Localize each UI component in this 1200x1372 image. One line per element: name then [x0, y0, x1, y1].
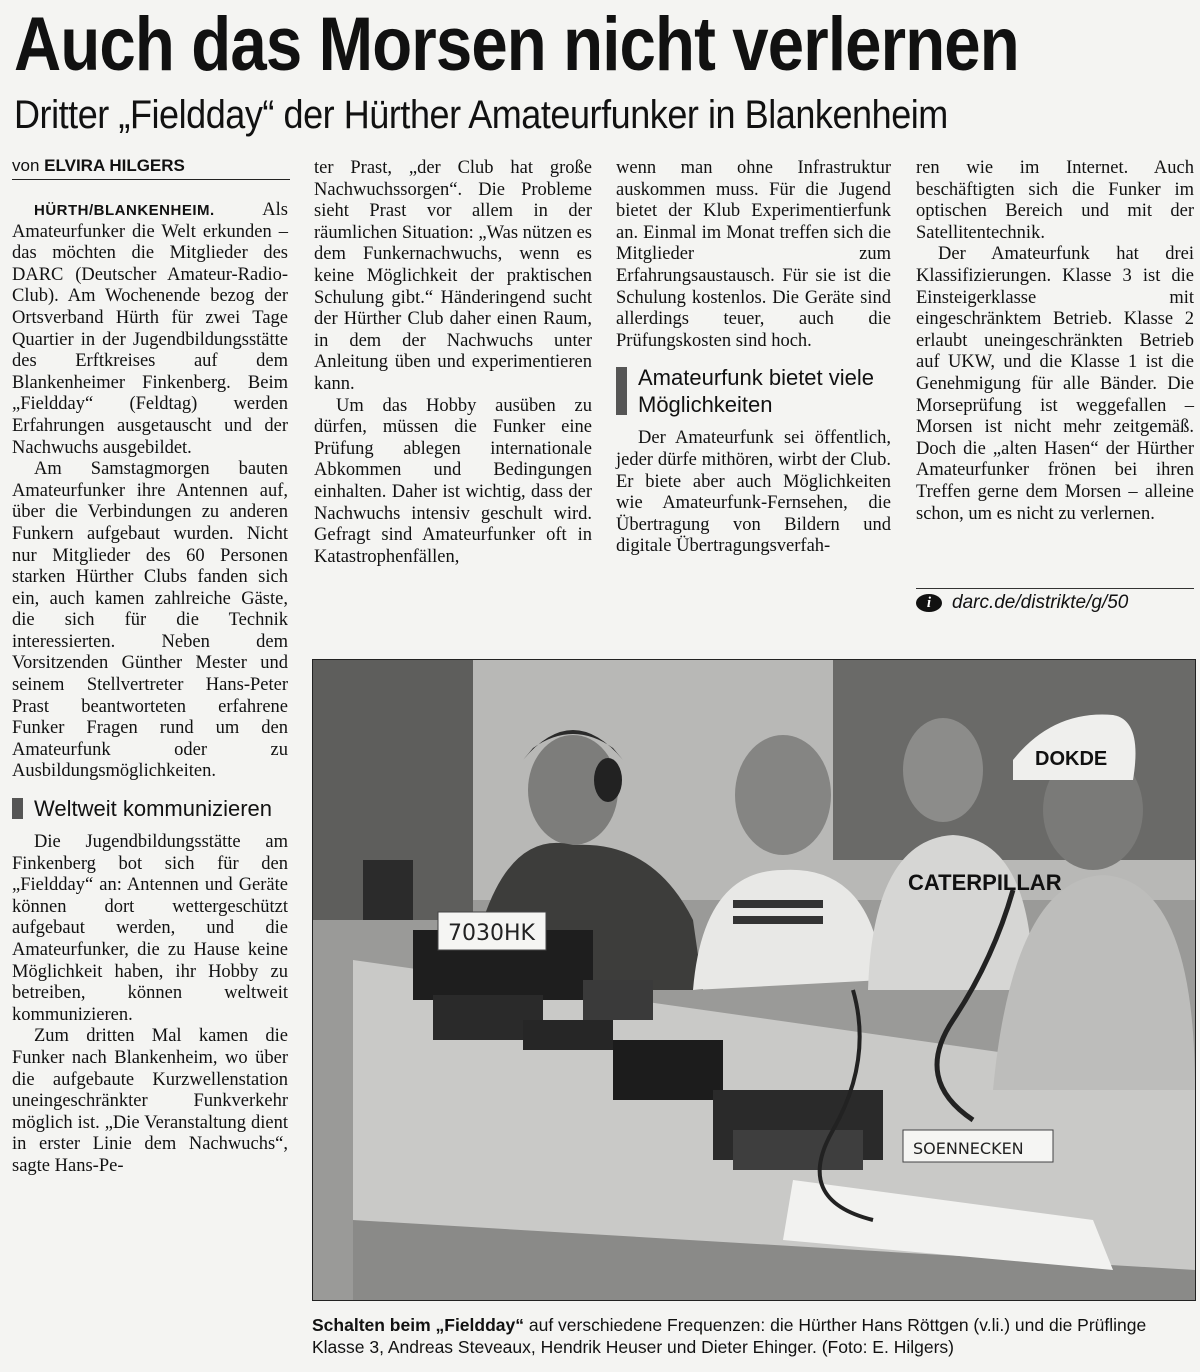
subheading-weltweit — [12, 795, 288, 822]
paragraph: Der Amateurfunk hat drei Klassifizierungen. Klasse 3 ist die Einsteigerklasse mit eingeschränktem Betrieb. Klasse 2 erlaubt uneingeschränkten Betrieb auf UKW, und die Klasse 1 ist die Genehmigung für alle Bänder. Die Morseprüfung ist weggefallen – Morsen ist nicht mehr zeitgemäß. Doch die „alten Hasen“ der Hürther Amateurfunker frönen bei ihren Treffen gerne dem Morsen – alleine schon, um es nicht zu verlernen. — [916, 244, 1194, 524]
subheading-bar — [616, 367, 627, 415]
shirt-text: CATERPILLAR — [908, 870, 1062, 895]
column-1 — [12, 200, 288, 1178]
paragraph-text: Als Amateurfunker die Welt erkunden – das möchten die Mitglieder des DARC (Deutscher Amateur-Radio-Club). Am Wochenende bezog der Ortsverband Hürth für zwei Tage Quartier in der Jugendbildungsstätte des Erftkreises auf dem Blankenheimer Finkenberg. Beim „Fieldday“ (Feldtag) werden Erfahrungen ausgetauscht und der Nachwuchs ausgebildet. — [12, 200, 288, 458]
subheadline: Dritter „Fieldday“ der Hürther Amateurfunker in Blankenheim — [14, 93, 948, 137]
callsign-sign: 7030HK — [448, 921, 535, 946]
paragraph: Um das Hobby ausüben zu dürfen, müssen die Funker eine Prüfung ablegen internationale Abkommen und Bedingungen einhalten. Daher ist wichtig, dass der Nachwuchs intensiv geschult wird. Gefragt sind Amateurfunker oft in Katastrophenfällen, — [314, 395, 592, 567]
subheading-text: Amateurfunk bietet viele Möglichkeiten — [638, 365, 875, 418]
info-link-box — [916, 588, 1194, 617]
photo-caption — [312, 1314, 1194, 1358]
subheading-amateurfunk — [616, 364, 891, 418]
caption-text: auf verschiedene Frequenzen: die Hürther Hans Röttgen (v.li.) und die Prüflinge Klasse 3, Andreas Steveaux, Hendrik Heuser und Dieter Ehinger. (Foto: E. Hilgers) — [312, 1315, 1147, 1357]
paragraph: Der Amateurfunk sei öffentlich, jeder dürfe mithören, wirbt der Club. Er biete aber auch Möglichkeiten wie Amateurfunk-Fernsehen, die Übertragung von Bildern und digitale Übertragungsverfah- — [616, 428, 891, 557]
photo-illustration — [313, 660, 1195, 1300]
brand-sign: SOENNECKEN — [913, 1139, 1024, 1158]
paragraph: ter Prast, „der Club hat große Nachwuchssorgen“. Die Probleme sieht Prast vor allem in der räumlichen Situation: „Was nützen es dem Funkernachwuchs, wenn es keine Möglichkeit der praktischen Schulung gibt.“ Händeringend sucht der Hürther Club daher einen Raum, in dem der Nachwuchs unter Anleitung üben und experimentieren kann. — [314, 158, 592, 394]
photo-radio-operators — [312, 659, 1196, 1301]
headline: Auch das Morsen nicht verlernen — [14, 2, 1019, 87]
byline-prefix: von — [12, 156, 40, 175]
dateline: HÜRTH/BLANKENHEIM. — [34, 202, 215, 219]
byline — [12, 156, 290, 180]
column-2 — [314, 158, 592, 568]
paragraph — [12, 200, 288, 459]
author-name: ELVIRA HILGERS — [44, 156, 185, 175]
column-4 — [916, 158, 1194, 525]
subheading-bar — [12, 798, 23, 819]
caption-lead: Schalten beim „Fieldday“ — [312, 1315, 524, 1335]
column-3 — [616, 158, 891, 558]
paragraph: Die Jugendbildungsstätte am Finkenberg bot sich für den „Fieldday“ an: Antennen und Geräte können dort wettergeschützt aufgebaut werden, und die Amateurfunker, die zu Hause keine Möglichkeit haben, ihr Hobby zu betreiben, können weltweit kommunizieren. — [12, 832, 288, 1025]
paragraph: Am Samstagmorgen bauten Amateurfunker ihre Antennen auf, über die Verbindungen zu anderen Funkern aufgebaut wurden. Nicht nur Mitglieder des 60 Personen starken Hürther Clubs fanden sich ein, auch kamen zahlreiche Gäste, die sich für die Technik interessierten. Neben dem Vorsitzenden Günther Mester und seinem Stellvertreter Hans-Peter Prast beantworteten erfahrene Funker Fragen rund um den Amateurfunk oder zu Ausbildungsmöglichkeiten. — [12, 459, 288, 782]
cap-text: DOKDE — [1035, 748, 1108, 770]
info-icon: i — [916, 594, 942, 612]
paragraph: ren wie im Internet. Auch beschäftigten sich die Funker im optischen Bereich und mit der Satellitentechnik. — [916, 158, 1194, 243]
paragraph: wenn man ohne Infrastruktur auskommen muss. Für die Jugend bietet der Klub Experimentierfunk an. Einmal im Monat treffen sich die Mitglieder zum Erfahrungsaustausch. Für sie ist die Schulung kostenlos. Die Geräte sind allerdings teuer, auch die Prüfungskosten sind hoch. — [616, 158, 891, 351]
paragraph: Zum dritten Mal kamen die Funker nach Blankenheim, wo über die aufgebaute Kurzwellenstation uneingeschränkter Funkverkehr möglich ist. „Die Veranstaltung dient in erster Linie dem Nachwuchs“, sagte Hans-Pe- — [12, 1026, 288, 1176]
subheading-text: Weltweit kommunizieren — [34, 796, 273, 822]
info-link[interactable]: darc.de/distrikte/g/50 — [952, 592, 1129, 613]
